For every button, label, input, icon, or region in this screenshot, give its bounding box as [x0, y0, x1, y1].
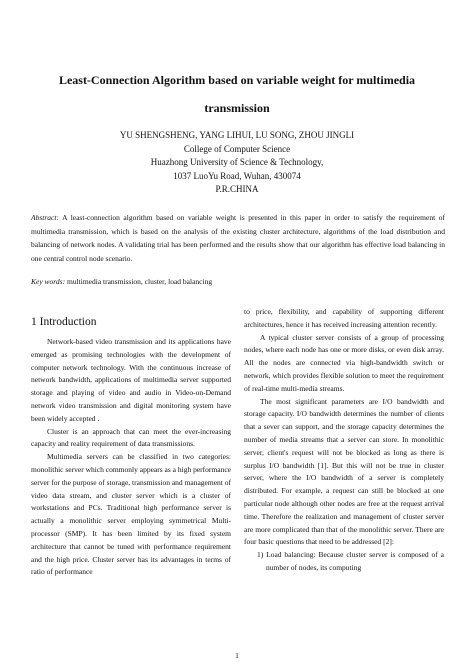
title-line-2: transmission — [204, 101, 270, 115]
paragraph: The most significant parameters are I/O bandwidth and storage capacity. I/O bandwidth determines the number of clients that a sever can support, and the storage capacity determines the number of media streams that a server can store. In monolithic server, client's request will not be blocked as long as there is surplus I/O bandwidth [1]. But this will not be true in cluster server, where the I/O bandwidth of a server is completely distributed. For example, a request can still be blocked at one particular node although other nodes are free at the request arrival time. Therefore the realization and management of cluster server are more complicated than that of the monolithic server. There are four basic questions that need to be addressed [2]: — [244, 396, 444, 547]
abstract — [31, 211, 445, 265]
abstract-text: A least-connection algorithm based on variable weight is presented in this paper in order to satisfy the requirement of multimedia transmission, which is based on the analysis of the existing cluster architecture, algorithms of the load distribution and balancing of network nodes. A validating trial has been performed and the results show that our algorithm has effective load balancing in one central control node scenario. — [31, 213, 445, 263]
keywords-text: multimedia transmission, cluster, load balancing — [65, 277, 213, 286]
paragraph: Multimedia servers can be classified in two categories: monolithic server which commonly appears as a high performance server for the purpose of storage, transmission and management of video data stream, and cluster server which is a cluster of workstations and PCs. Traditional high performance server is actually a monolithic server employing symmetrical Multi-processor (SMP). It has been limited by its fixed system architecture that cannot be tuned with performance requirement and the high price. Cluster server has its advantages in terms of ratio of performance — [31, 452, 231, 577]
paragraph: A typical cluster server consists of a group of processing nodes, where each node has one or more disks, or even disk array. All the nodes are connected via high-bandwidth switch or network, which provides flexible solution to meet the requirement of real-time multi-media streams. — [244, 332, 444, 393]
country: P.R.CHINA — [215, 184, 259, 194]
page-number: 1 — [235, 651, 239, 660]
department: College of Computer Science — [183, 143, 291, 154]
address: 1037 LuoYu Road, Wuhan, 430074 — [173, 170, 301, 181]
keywords — [31, 276, 445, 288]
university: Huazhong University of Science & Technology, — [150, 157, 324, 167]
abstract-label: Abstract: — [31, 213, 59, 222]
list-item: 1) Load balancing: Because cluster server is composed of a number of nodes, its computing — [257, 550, 444, 572]
paragraph: to price, flexibility, and capability of supporting different architectures, hence it has received increasing attention recently. — [244, 307, 444, 329]
paragraph: Cluster is an approach that can meet the ever-increasing capacity and reality requirement of data transmissions. — [31, 426, 231, 449]
left-column — [31, 312, 231, 579]
right-column — [244, 306, 444, 575]
paper-title — [20, 66, 454, 122]
title-line-1: Least-Connection Algorithm based on variable weight for multimedia — [58, 73, 416, 87]
authors: YU SHENGSHENG, YANG LIHUI, LU SONG, ZHOU JINGLI — [119, 130, 355, 140]
paragraph: Network-based video transmission and its applications have emerged as promising technologies with the development of computer network technology. With the continuous increase of network bandwidth, applications of multimedia server supported storage and playing of video and audio in Video-on-Demand network video transmission and digital monitoring system have been widely accepted . — [31, 337, 231, 423]
section-heading: 1 Introduction — [31, 316, 97, 328]
keywords-label: Key words: — [31, 277, 66, 286]
author-block — [20, 129, 454, 197]
